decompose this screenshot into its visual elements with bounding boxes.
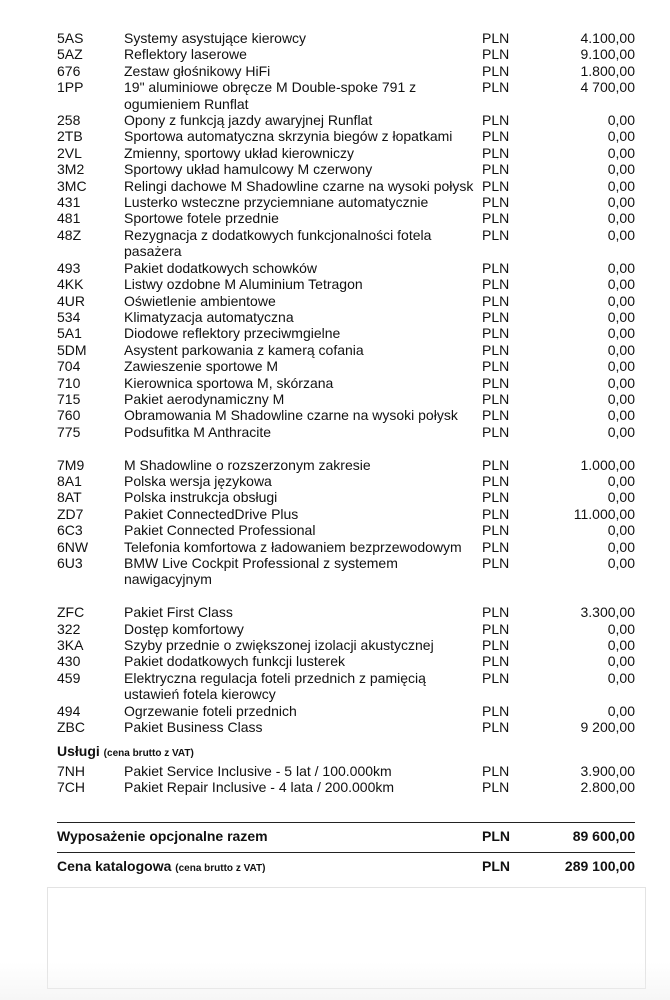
option-currency: PLN — [482, 472, 510, 489]
option-row — [57, 763, 635, 779]
option-currency: PLN — [482, 210, 510, 227]
option-description: BMW Live Cockpit Professional z systemem nawigacyjnym — [124, 554, 398, 588]
option-currency: PLN — [482, 637, 510, 653]
option-row — [57, 128, 635, 144]
option-code: 3KA — [57, 637, 84, 653]
catalog-price-value: 289 100,00 — [564, 858, 635, 874]
option-amount: 0,00 — [607, 259, 635, 276]
option-currency: PLN — [482, 259, 510, 276]
option-amount: 0,00 — [607, 669, 635, 686]
option-code: 1PP — [57, 79, 84, 96]
option-amount: 0,00 — [607, 407, 635, 424]
option-description: Podsufitka M Anthracite — [124, 423, 272, 440]
option-description: Zawieszenie sportowe M — [124, 358, 279, 375]
option-description: Relingi dachowe M Shadowline czarne na wysoki połysk — [124, 177, 474, 194]
option-code: ZBC — [57, 719, 85, 736]
spacer-cell — [57, 440, 635, 456]
options-total-label: Wyposażenie opcjonalne razem — [57, 828, 268, 844]
spacer-row — [57, 588, 635, 604]
option-currency: PLN — [482, 719, 510, 736]
option-row — [57, 342, 635, 358]
option-description: Asystent parkowania z kamerą cofania — [124, 341, 364, 358]
bottom-fade — [0, 962, 670, 1000]
option-description: 19" aluminiowe obręcze M Double-spoke 791 z ogumieniem Runflat — [124, 79, 417, 112]
option-row — [57, 604, 635, 620]
option-amount: 0,00 — [607, 194, 635, 211]
option-row — [57, 145, 635, 161]
spacer-row — [57, 440, 635, 456]
option-amount: 2.800,00 — [580, 779, 635, 796]
option-description: Pakiet ConnectedDrive Plus — [124, 505, 299, 522]
option-code: 2VL — [57, 144, 82, 161]
option-description: Opony z funkcją jazdy awaryjnej Runflat — [124, 112, 373, 129]
option-code: 4KK — [57, 276, 84, 293]
options-total-value: 89 600,00 — [572, 828, 635, 844]
option-description: Zmienny, sportowy układ kierowniczy — [124, 144, 355, 161]
option-amount: 0,00 — [607, 489, 635, 506]
option-amount: 0,00 — [607, 276, 635, 293]
option-amount: 0,00 — [607, 637, 635, 653]
option-row — [57, 161, 635, 177]
option-code: 8A1 — [57, 472, 82, 489]
option-currency: PLN — [482, 46, 510, 63]
option-description: Elektryczna regulacja foteli przednich z pamięcią ustawień fotela kierowcy — [124, 669, 426, 703]
option-code: 715 — [57, 390, 81, 407]
option-currency: PLN — [482, 604, 510, 621]
option-description: Polska wersja językowa — [124, 472, 272, 489]
option-description: Pakiet Connected Professional — [124, 522, 316, 539]
option-row — [57, 46, 635, 62]
option-row — [57, 325, 635, 341]
option-amount: 0,00 — [607, 325, 635, 342]
option-amount: 11.000,00 — [573, 505, 635, 522]
option-description: Pakiet dodatkowych schowków — [124, 259, 317, 276]
option-row — [57, 522, 635, 538]
option-amount: 0,00 — [607, 522, 635, 539]
option-description: Zestaw głośnikowy HiFi — [124, 62, 271, 79]
option-code: 493 — [57, 259, 81, 276]
option-description: Oświetlenie ambientowe — [124, 292, 276, 309]
option-amount: 0,00 — [607, 144, 635, 161]
option-currency: PLN — [482, 62, 510, 79]
option-description: Szyby przednie o zwiększonej izolacji akustycznej — [124, 637, 434, 653]
option-amount: 0,00 — [607, 423, 635, 440]
option-row — [57, 227, 635, 260]
option-amount: 0,00 — [607, 653, 635, 670]
option-code: 4UR — [57, 292, 86, 309]
option-code: 48Z — [57, 226, 82, 243]
option-code: 534 — [57, 308, 81, 325]
option-description: Ogrzewanie foteli przednich — [124, 702, 297, 719]
option-row — [57, 112, 635, 128]
option-code: 6U3 — [57, 554, 83, 571]
option-row — [57, 555, 635, 588]
option-code: 7M9 — [57, 456, 85, 473]
option-amount: 9 200,00 — [580, 719, 635, 736]
option-description: Pakiet Business Class — [124, 719, 263, 736]
option-row — [57, 194, 635, 210]
option-code: 430 — [57, 653, 81, 670]
option-row — [57, 473, 635, 489]
option-description: Dostęp komfortowy — [124, 620, 244, 637]
option-currency: PLN — [482, 292, 510, 309]
option-code: 775 — [57, 423, 81, 440]
option-currency: PLN — [482, 779, 510, 796]
option-code: ZD7 — [57, 505, 84, 522]
option-row — [57, 309, 635, 325]
option-row — [57, 424, 635, 440]
option-amount: 0,00 — [607, 292, 635, 309]
option-description: Systemy asystujące kierowcy — [124, 30, 307, 46]
option-currency: PLN — [482, 702, 510, 719]
option-description: Diodowe reflektory przeciwmgielne — [124, 325, 341, 342]
option-description: Lusterko wsteczne przyciemniane automatycznie — [124, 194, 429, 211]
options-table — [57, 30, 635, 796]
option-code: 676 — [57, 62, 81, 79]
option-currency: PLN — [482, 79, 510, 96]
section-header-row — [57, 735, 635, 762]
options-total-currency: PLN — [482, 828, 510, 844]
option-row — [57, 63, 635, 79]
option-amount: 9.100,00 — [580, 46, 635, 63]
catalog-price-label-text: Cena katalogowa — [57, 858, 172, 874]
option-description: M Shadowline o rozszerzonym zakresie — [124, 456, 371, 473]
option-row — [57, 637, 635, 653]
option-description: Pakiet dodatkowych funkcji lusterek — [124, 653, 345, 670]
option-currency: PLN — [482, 325, 510, 342]
options-total-row — [57, 822, 635, 849]
option-code: 6NW — [57, 538, 89, 555]
option-currency: PLN — [482, 620, 510, 637]
option-code: 704 — [57, 358, 81, 375]
option-currency: PLN — [482, 276, 510, 293]
option-row — [57, 506, 635, 522]
option-row — [57, 79, 635, 112]
option-row — [57, 670, 635, 703]
option-row — [57, 703, 635, 719]
option-row — [57, 457, 635, 473]
option-currency: PLN — [482, 669, 510, 686]
option-amount: 0,00 — [607, 161, 635, 178]
option-currency: PLN — [482, 112, 510, 129]
option-amount: 0,00 — [607, 226, 635, 243]
option-currency: PLN — [482, 341, 510, 358]
option-currency: PLN — [482, 194, 510, 211]
option-description: Pakiet First Class — [124, 604, 233, 621]
option-amount: 3.300,00 — [580, 604, 635, 621]
option-currency: PLN — [482, 128, 510, 145]
option-code: 710 — [57, 374, 81, 391]
option-code: 431 — [57, 194, 81, 211]
option-currency: PLN — [482, 653, 510, 670]
option-code: 7CH — [57, 779, 86, 796]
option-amount: 4 700,00 — [580, 79, 635, 96]
option-row — [57, 391, 635, 407]
option-currency: PLN — [482, 374, 510, 391]
option-code: 3M2 — [57, 161, 85, 178]
option-amount: 0,00 — [607, 128, 635, 145]
option-code: 5AS — [57, 30, 84, 46]
option-amount: 0,00 — [607, 472, 635, 489]
catalog-price-note: (cena brutto z VAT) — [175, 863, 266, 874]
option-code: 2TB — [57, 128, 83, 145]
option-currency: PLN — [482, 505, 510, 522]
option-currency: PLN — [482, 161, 510, 178]
option-amount: 0,00 — [607, 390, 635, 407]
option-description: Sportowa automatyczna skrzynia biegów z łopatkami — [124, 128, 453, 145]
option-amount: 0,00 — [607, 358, 635, 375]
option-code: 258 — [57, 112, 81, 129]
option-row — [57, 407, 635, 423]
option-amount: 0,00 — [607, 702, 635, 719]
option-row — [57, 719, 635, 735]
option-description: Sportowy układ hamulcowy M czerwony — [124, 161, 373, 178]
option-currency: PLN — [482, 358, 510, 375]
catalog-price-currency: PLN — [482, 858, 510, 874]
option-row — [57, 30, 635, 46]
option-row — [57, 539, 635, 555]
option-description: Telefonia komfortowa z ładowaniem bezprzewodowym — [124, 538, 462, 555]
option-currency: PLN — [482, 144, 510, 161]
option-code: 760 — [57, 407, 81, 424]
option-currency: PLN — [482, 226, 510, 243]
option-currency: PLN — [482, 762, 510, 779]
option-currency: PLN — [482, 554, 510, 571]
option-description: Reflektory laserowe — [124, 46, 247, 63]
option-row — [57, 358, 635, 374]
option-row — [57, 779, 635, 795]
option-description: Obramowania M Shadowline czarne na wysoki połysk — [124, 407, 458, 424]
section-note: (cena brutto z VAT) — [103, 748, 194, 760]
section-header — [57, 735, 635, 762]
option-description: Listwy ozdobne M Aluminium Tetragon — [124, 276, 363, 293]
option-amount: 0,00 — [607, 210, 635, 227]
option-row — [57, 621, 635, 637]
option-currency: PLN — [482, 522, 510, 539]
option-code: 8AT — [57, 489, 82, 506]
section-title: Usługi — [57, 743, 100, 760]
option-row — [57, 260, 635, 276]
option-currency: PLN — [482, 456, 510, 473]
option-description: Rezygnacja z dodatkowych funkcjonalności fotela pasażera — [124, 226, 432, 260]
option-amount: 1.800,00 — [580, 62, 635, 79]
option-code: 7NH — [57, 762, 86, 779]
option-currency: PLN — [482, 177, 510, 194]
option-description: Pakiet Repair Inclusive - 4 lata / 200.000km — [124, 779, 395, 796]
option-amount: 0,00 — [607, 620, 635, 637]
option-description: Pakiet Service Inclusive - 5 lat / 100.000km — [124, 762, 392, 779]
option-amount: 0,00 — [607, 374, 635, 391]
option-amount: 0,00 — [607, 112, 635, 129]
option-code: 459 — [57, 669, 81, 686]
option-currency: PLN — [482, 308, 510, 325]
option-code: 5AZ — [57, 46, 83, 63]
option-description: Pakiet aerodynamiczny M — [124, 390, 285, 407]
option-code: 494 — [57, 702, 81, 719]
option-currency: PLN — [482, 407, 510, 424]
option-code: ZFC — [57, 604, 85, 621]
option-amount: 1.000,00 — [580, 456, 635, 473]
option-amount: 0,00 — [607, 308, 635, 325]
catalog-price-label — [57, 858, 265, 874]
option-currency: PLN — [482, 390, 510, 407]
option-currency: PLN — [482, 30, 510, 46]
option-row — [57, 375, 635, 391]
spacer-cell — [57, 588, 635, 604]
option-amount: 0,00 — [607, 538, 635, 555]
option-row — [57, 293, 635, 309]
option-description: Klimatyzacja automatyczna — [124, 308, 294, 325]
option-code: 6C3 — [57, 522, 83, 539]
option-row — [57, 276, 635, 292]
option-amount: 4.100,00 — [580, 30, 635, 46]
option-amount: 0,00 — [607, 341, 635, 358]
option-amount: 0,00 — [607, 554, 635, 571]
option-row — [57, 210, 635, 226]
option-code: 5DM — [57, 341, 87, 358]
option-amount: 0,00 — [607, 177, 635, 194]
option-row — [57, 489, 635, 505]
option-currency: PLN — [482, 489, 510, 506]
option-row — [57, 653, 635, 669]
option-description: Polska instrukcja obsługi — [124, 489, 278, 506]
option-currency: PLN — [482, 423, 510, 440]
option-currency: PLN — [482, 538, 510, 555]
option-amount: 3.900,00 — [580, 762, 635, 779]
option-description: Sportowe fotele przednie — [124, 210, 279, 227]
option-code: 3MC — [57, 177, 87, 194]
option-code: 322 — [57, 620, 81, 637]
option-code: 5A1 — [57, 325, 82, 342]
option-row — [57, 178, 635, 194]
catalog-price-row — [57, 852, 635, 879]
option-code: 481 — [57, 210, 81, 227]
option-description: Kierownica sportowa M, skórzana — [124, 374, 334, 391]
